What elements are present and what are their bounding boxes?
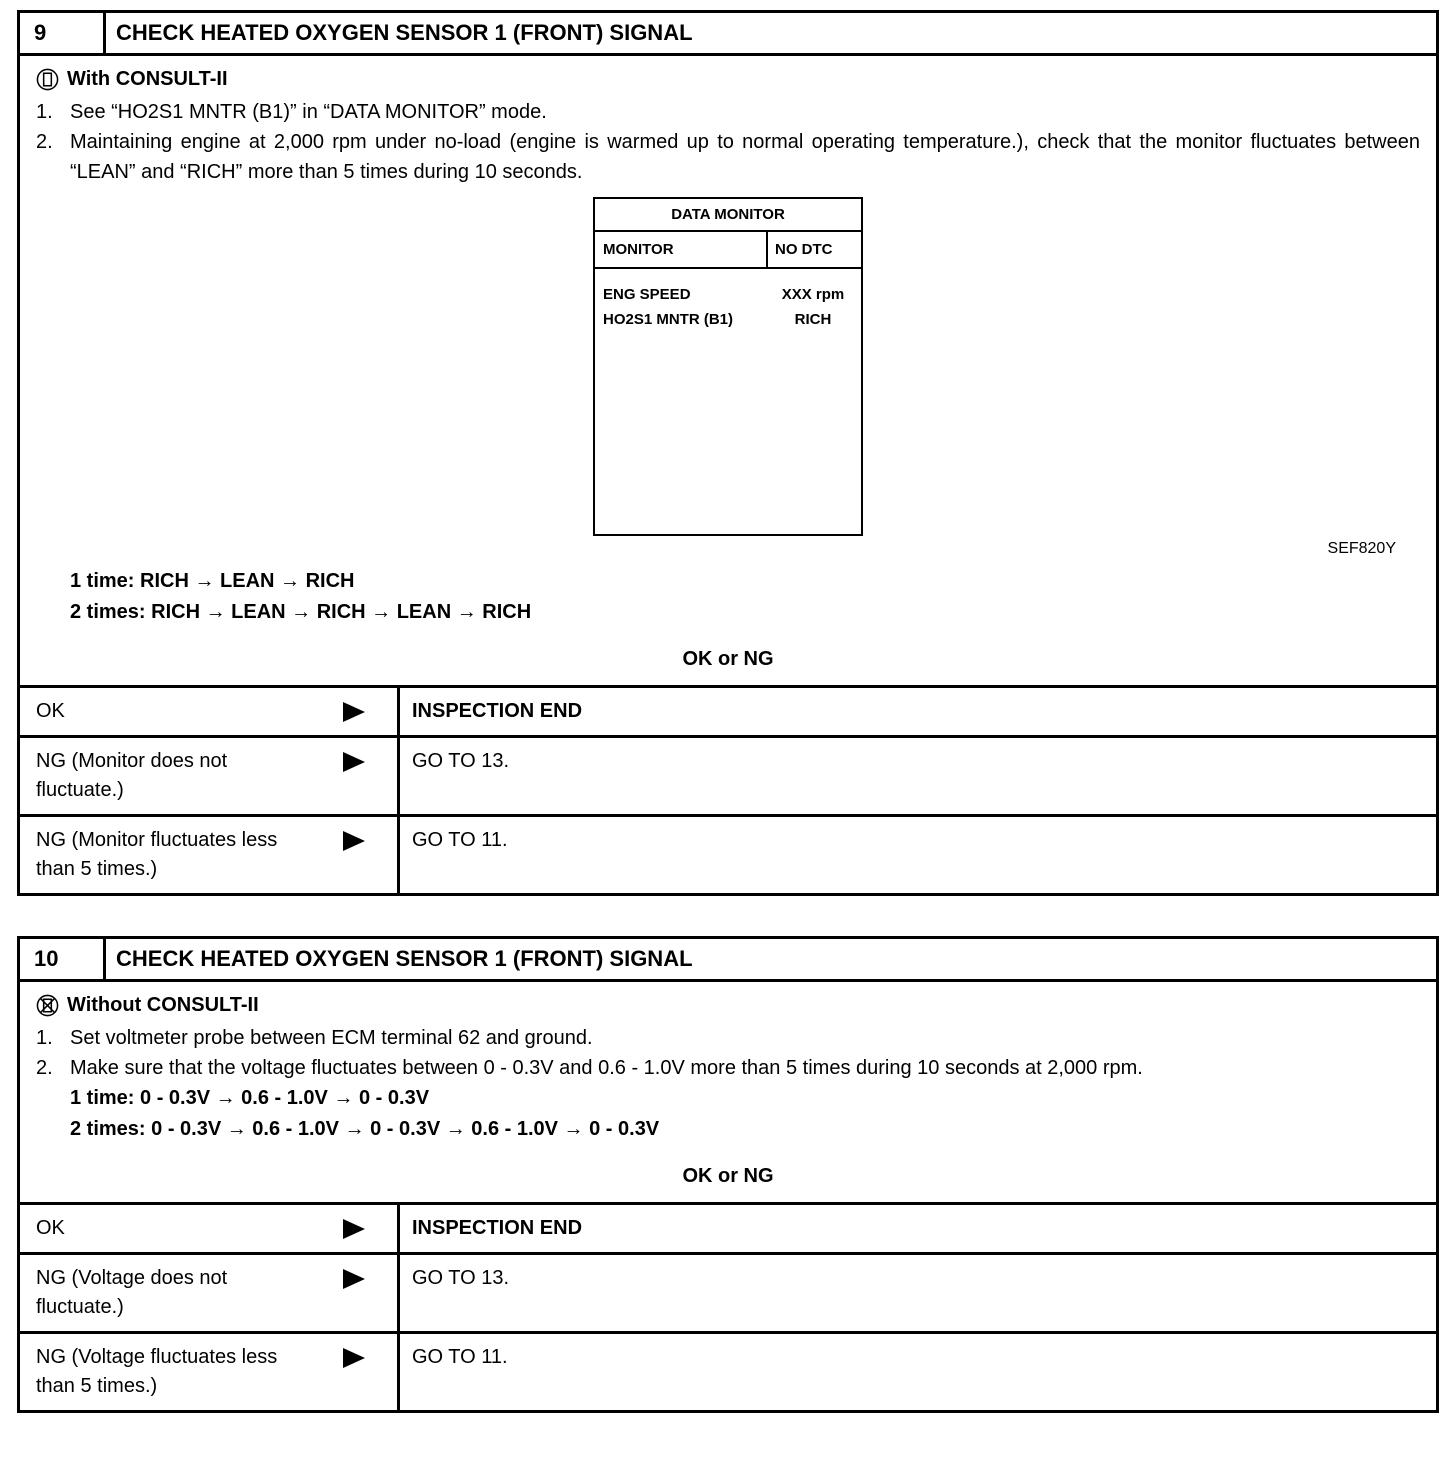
procedure-section-9 [17, 10, 1439, 896]
procedure-section-10 [17, 936, 1439, 1413]
sequence-block-10 [36, 1083, 1420, 1145]
step-text: See “HO2S1 MNTR (B1)” in “DATA MONITOR” mode. [70, 101, 547, 123]
result-action: GO TO 13. [412, 1267, 510, 1289]
step-text: Set voltmeter probe between ECM terminal 62 and ground. [70, 1027, 593, 1049]
result-action: INSPECTION END [412, 1217, 583, 1239]
method-label-10: Without CONSULT-II [67, 994, 259, 1016]
monitor-row-label: ENG SPEED [603, 286, 691, 303]
instruction-list-9 [36, 97, 1420, 187]
step-index: 2. [36, 1057, 53, 1079]
step-index: 2. [36, 131, 53, 153]
result-row-ng-1 [20, 735, 1436, 814]
results-table-9 [20, 685, 1436, 893]
monitor-row [595, 283, 861, 308]
monitor-row [595, 308, 861, 333]
result-condition [20, 1255, 400, 1331]
result-action: GO TO 11. [412, 829, 508, 851]
result-condition [20, 1334, 400, 1410]
ok-or-ng-label-10: OK or NG [682, 1165, 774, 1187]
monitor-row-value: XXX rpm [781, 286, 845, 303]
result-condition-text: NG (Monitor fluctuates less than 5 times.) [36, 829, 278, 880]
result-action: GO TO 11. [412, 1346, 508, 1368]
result-condition-text: NG (Voltage does not fluctuate.) [36, 1267, 228, 1318]
result-arrow-icon [343, 1269, 365, 1289]
monitor-col-monitor: MONITOR [603, 241, 674, 258]
result-arrow-icon [343, 1348, 365, 1368]
result-condition [20, 1205, 400, 1252]
result-row-ok [20, 1205, 1436, 1252]
result-arrow-icon [343, 752, 365, 772]
step-text: Make sure that the voltage fluctuates between 0 - 0.3V and 0.6 - 1.0V more than 5 times during 10 seconds at 2,000 rpm. [70, 1057, 1143, 1079]
sequence-line: 1 time: RICH → LEAN → RICH [70, 570, 355, 592]
ok-or-ng-label-9: OK or NG [682, 648, 774, 670]
procedure-title-9: CHECK HEATED OXYGEN SENSOR 1 (FRONT) SIGNAL [116, 20, 693, 45]
result-condition [20, 688, 400, 735]
without-consult-ii-icon [36, 994, 59, 1017]
step-index: 1. [36, 1027, 53, 1049]
monitor-row-label: HO2S1 MNTR (B1) [603, 310, 734, 328]
procedure-header-9 [20, 13, 1436, 56]
result-arrow-icon [343, 1219, 365, 1239]
result-action: GO TO 13. [412, 750, 510, 772]
monitor-title: DATA MONITOR [595, 199, 861, 232]
instruction-step [36, 127, 1420, 187]
procedure-body-10 [20, 982, 1436, 1188]
figure-reference: SEF820Y [1327, 540, 1396, 557]
consult-ii-icon [36, 68, 59, 91]
method-line-10 [36, 994, 1420, 1017]
instruction-step [36, 1023, 1420, 1053]
sequence-block-9 [36, 566, 1420, 628]
procedure-body-9 [20, 56, 1436, 671]
instruction-step [36, 1053, 1420, 1083]
result-condition-text: NG (Monitor does not fluctuate.) [36, 750, 228, 801]
instruction-step [36, 97, 1420, 127]
result-condition-text: NG (Voltage fluctuates less than 5 times.) [36, 1346, 278, 1397]
result-condition [20, 817, 400, 893]
result-condition [20, 738, 400, 814]
step-number-10: 10 [20, 939, 106, 979]
sequence-line: 2 times: 0 - 0.3V → 0.6 - 1.0V → 0 - 0.3V → 0.6 - 1.0V → 0 - 0.3V [70, 1118, 660, 1140]
sequence-line: 1 time: 0 - 0.3V → 0.6 - 1.0V → 0 - 0.3V [70, 1087, 430, 1109]
result-row-ok [20, 688, 1436, 735]
result-arrow-icon [343, 831, 365, 851]
results-table-10 [20, 1202, 1436, 1410]
result-row-ng-1 [20, 1252, 1436, 1331]
result-condition-text: OK [36, 700, 65, 722]
procedure-header-10 [20, 939, 1436, 982]
sequence-line: 2 times: RICH → LEAN → RICH → LEAN → RICH [70, 601, 532, 623]
step-index: 1. [36, 101, 53, 123]
result-action: INSPECTION END [412, 700, 583, 722]
method-line-9 [36, 68, 1420, 91]
monitor-row-value: RICH [794, 310, 832, 328]
result-condition-text: OK [36, 1217, 65, 1239]
data-monitor-figure [593, 197, 863, 536]
monitor-header [595, 232, 861, 269]
method-label-9: With CONSULT-II [67, 68, 228, 90]
instruction-list-10 [36, 1023, 1420, 1083]
result-row-ng-2 [20, 814, 1436, 893]
monitor-col-nodtc: NO DTC [766, 232, 861, 267]
step-text: Maintaining engine at 2,000 rpm under no-load (engine is warmed up to normal operating temperature.), check that the monitor fluctuates between “LEAN” and “RICH” more than 5 times during 10 seconds. [70, 131, 1420, 183]
step-number-9: 9 [20, 13, 106, 53]
result-row-ng-2 [20, 1331, 1436, 1410]
procedure-title-10: CHECK HEATED OXYGEN SENSOR 1 (FRONT) SIGNAL [116, 946, 693, 971]
result-arrow-icon [343, 702, 365, 722]
monitor-content [595, 269, 861, 534]
